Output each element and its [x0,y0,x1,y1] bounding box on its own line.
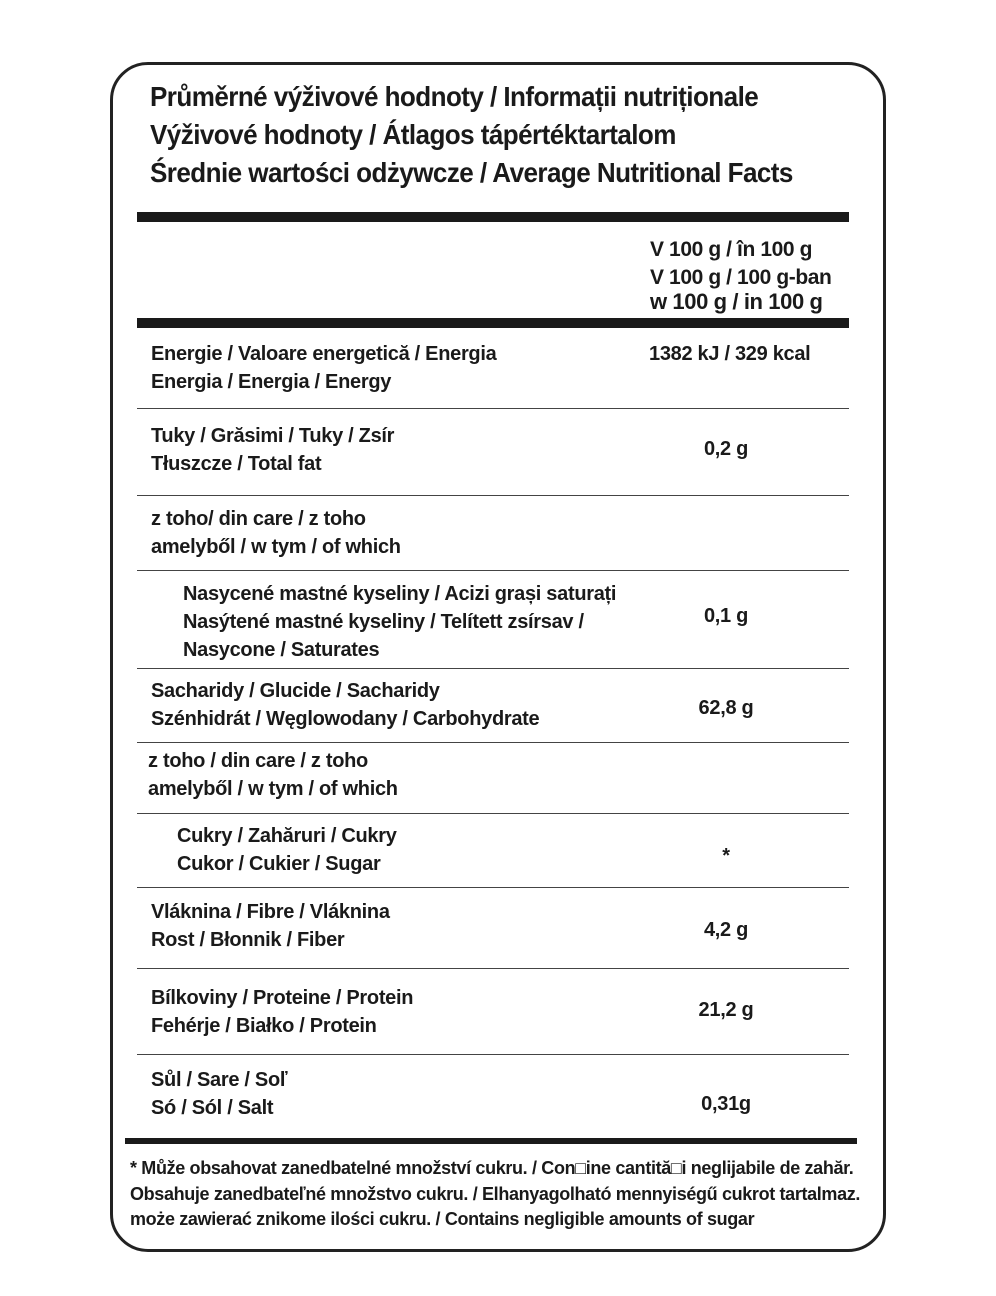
row-sugar [137,822,849,882]
saturates-value: 0,1 g [703,605,749,627]
energy-label: Energie / Valoare energetică / Energia Energia / Energia / Energy [151,343,497,393]
row-fat-of-which [137,505,849,565]
row-fibre [137,898,849,964]
row-saturates [137,580,849,664]
header-thick-rule [137,318,849,328]
per-100g-header [650,236,831,316]
title-pl-en: Średnie wartości odżywcze / Average Nutritional Facts [150,157,793,188]
top-thick-rule [137,212,849,222]
row-divider [137,570,849,571]
sugar-label: Cukry / Zahăruri / Cukry Cukor / Cukier / Sugar [177,825,397,875]
row-carb-of-which [137,747,849,807]
row-divider [137,408,849,409]
per-100g-pl-en: w 100 g / in 100 g [650,289,823,314]
row-divider [137,813,849,814]
row-energy [137,340,849,406]
salt-label: Sůl / Sare / Soľ Só / Sól / Salt [151,1069,288,1119]
row-divider [137,495,849,496]
row-divider [137,742,849,743]
row-fat [137,422,849,488]
title-sk-hu: Výživové hodnoty / Átlagos tápértéktartalom [150,119,676,150]
saturates-label: Nasycené mastné kyseliny / Acizi grași saturați Nasýtené mastné kyseliny / Telített zsírsav / Nasycone / Saturates [183,583,617,661]
fibre-value: 4,2 g [703,919,749,941]
nutrition-titles [150,78,870,192]
fat-value: 0,2 g [703,438,749,460]
carbohydrate-value: 62,8 g [698,697,754,719]
title-cz-ro: Průměrné výživové hodnoty / Informații nutriționale [150,81,759,112]
row-divider [137,968,849,969]
salt-value: 0,31g [701,1093,751,1115]
per-100g-sk-hu: V 100 g / 100 g-ban [650,266,832,289]
row-salt [137,1066,849,1132]
energy-value: 1382 kJ / 329 kcal [649,343,811,365]
row-carbohydrate [137,677,849,737]
sugar-value: * [722,845,730,867]
per-100g-cz-ro: V 100 g / în 100 g [650,238,813,261]
carb-of-which-label: z toho / din care / z toho amelyből / w tym / of which [148,750,398,800]
row-divider [137,1054,849,1055]
row-divider [137,887,849,888]
sugar-footnote: * Může obsahovat zanedbatelné množství cukru. / Con□ine cantită□i neglijabile de zahăr. Obsahuje zanedbateľné množstvo cukru. / Elhanyagolható mennyiségű cukrot tartalmaz. może zawierać znikome ilości cukru. / Contains negligible amounts of sugar [130,1158,861,1229]
fat-of-which-label: z toho/ din care / z toho amelyből / w tym / of which [151,508,401,558]
row-divider [137,668,849,669]
bottom-thick-rule [125,1138,857,1144]
carbohydrate-label: Sacharidy / Glucide / Sacharidy Szénhidrát / Węglowodany / Carbohydrate [151,680,540,730]
row-protein [137,984,849,1050]
protein-label: Bílkoviny / Proteine / Protein Fehérje / Białko / Protein [151,987,414,1037]
fat-label: Tuky / Grăsimi / Tuky / Zsír Tłuszcze / Total fat [151,425,395,475]
fibre-label: Vláknina / Fibre / Vláknina Rost / Błonnik / Fiber [151,901,390,951]
protein-value: 21,2 g [698,999,754,1021]
